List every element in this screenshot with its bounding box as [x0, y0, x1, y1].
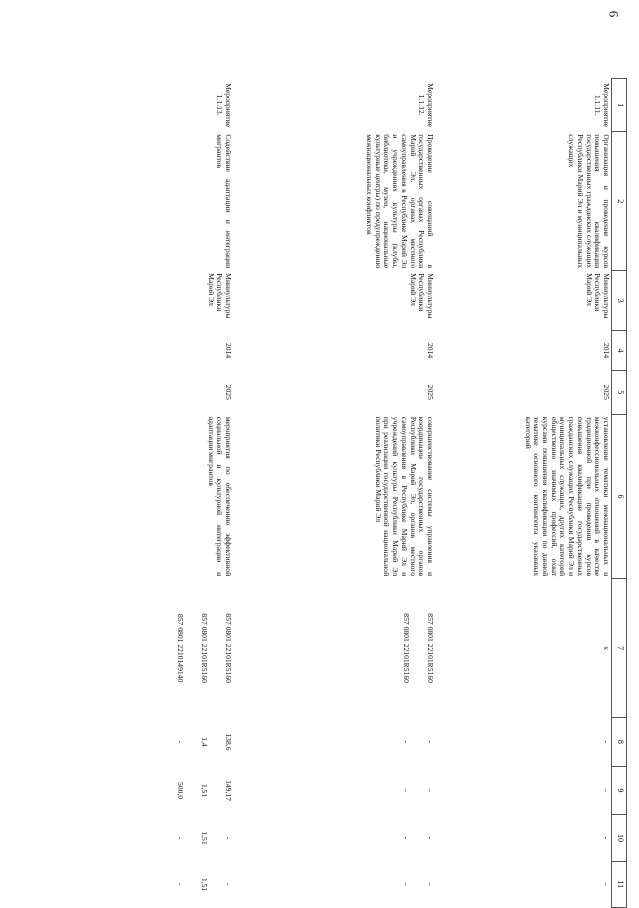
value-col8 [435, 718, 612, 767]
value: 149,17 [224, 780, 233, 801]
value: 1,51 [200, 831, 209, 845]
col-header-6: 6 [612, 414, 627, 578]
budget-code: 857 0801 2210149140 [176, 613, 185, 683]
measure-id: Мероприятие 1.1.13. [215, 83, 233, 128]
end-year: 2025 [224, 384, 233, 400]
value-col8 [233, 718, 435, 767]
budget-code: 857 0801 22101R5160 [402, 613, 411, 683]
header-row [612, 79, 627, 908]
col-header-2: 2 [612, 132, 627, 271]
start-year: 2014 [426, 342, 435, 359]
budget-code-cell [233, 579, 435, 718]
value: - [426, 789, 435, 792]
table-row [71, 79, 233, 908]
value: - [426, 740, 435, 744]
executor: Миниультуры Республики Марий Эл [408, 273, 435, 319]
expected-result: установление тематики межнациональных и межконфессиональных отношений в качестве традиционной при проведении курсов повышения квалификации государственных гражданских служащих Республики Марий Эл и муниципальных служащих, других категорий общественно значимых профессий, охват курсами повышения квалификации по данной тематике основного контингента указанных категорий [523, 416, 611, 577]
budget-code: 857 0801 22101R5160 [426, 613, 435, 683]
value: - [402, 740, 411, 744]
col-header-1: 1 [612, 79, 627, 132]
budget-code: х [602, 646, 611, 650]
col-header-8: 8 [612, 718, 627, 767]
col-header-3: 3 [612, 271, 627, 331]
rotated-table-container [67, 78, 627, 908]
value-col11 [71, 861, 233, 907]
expected-result: мероприятия по обеспечению эффективной социальной и культурной интеграции и адаптации мигрантов [206, 416, 233, 577]
executor: Миниультуры Республики Марий Эл [584, 273, 611, 319]
budget-code-cell [435, 579, 612, 718]
col-header-9: 9 [612, 766, 627, 815]
value: 500,0 [176, 781, 185, 800]
table-row [435, 79, 612, 908]
value: 1,4 [200, 737, 209, 747]
value-col11 [233, 861, 435, 907]
expected-result: совершенствование системы управления и координации государственных органов Республики Марий Эл, органов местного самоуправления в Республике Марий Эл и учреждений культуры Республики Марий Эл при реализации государственной национальной политики Республики Марий Эл [373, 416, 435, 577]
start-year: 2014 [602, 342, 611, 359]
measure-name: Проведение совещаний в государственных органах Республики Марий Эл, органах местного самоуправления в Республике Марий Эл и учреждениях культуры (клубы, библиотеки, музеи, национальные культурные центры) по предупреждению межнациональных конфликтов [364, 134, 435, 269]
value: - [176, 883, 185, 886]
value: - [176, 740, 185, 744]
value: - [402, 883, 411, 886]
value: - [602, 836, 611, 840]
value: - [402, 836, 411, 840]
budget-code: 857 0801 22101R5160 [200, 613, 209, 683]
value: - [602, 740, 611, 744]
value-col10 [71, 815, 233, 861]
value: - [224, 836, 233, 840]
measure-id: Мероприятие 1.1.11. [593, 83, 611, 128]
value: 1,51 [200, 783, 209, 798]
value: 1,51 [200, 877, 209, 892]
budget-code: 857 0801 22101R5160 [224, 613, 233, 683]
measure-name: Организация и проведение курсов повышения квалификации государственных гражданских служащих Республики Марий Эл и муниципальных служащих [567, 134, 611, 269]
col-header-7: 7 [612, 579, 627, 718]
value-col11 [435, 861, 612, 907]
col-header-10: 10 [612, 815, 627, 861]
value-col8 [71, 718, 233, 767]
value-col9 [71, 766, 233, 815]
col-header-4: 4 [612, 331, 627, 370]
value: - [602, 883, 611, 886]
end-year: 2025 [426, 384, 435, 400]
value: - [426, 883, 435, 886]
value: - [426, 836, 435, 840]
value: 138,6 [224, 733, 233, 751]
value: - [602, 789, 611, 792]
value-col9 [233, 766, 435, 815]
value: - [176, 836, 185, 840]
end-year: 2025 [602, 384, 611, 400]
value: - [224, 883, 233, 886]
page-number: 6 [606, 10, 622, 18]
measures-table [71, 78, 627, 908]
value-col10 [233, 815, 435, 861]
table-row [233, 79, 435, 908]
measure-name: Содействие адаптации и интеграции мигрантов [215, 134, 233, 269]
measure-id: Мероприятие 1.1.12. [417, 83, 435, 128]
executor: Миниультуры Республики Марий Эл [206, 273, 233, 319]
value-col9 [435, 766, 612, 815]
value: - [402, 789, 411, 792]
budget-code-cell [71, 579, 233, 718]
start-year: 2014 [224, 342, 233, 359]
col-header-5: 5 [612, 370, 627, 414]
col-header-11: 11 [612, 861, 627, 907]
value-col10 [435, 815, 612, 861]
